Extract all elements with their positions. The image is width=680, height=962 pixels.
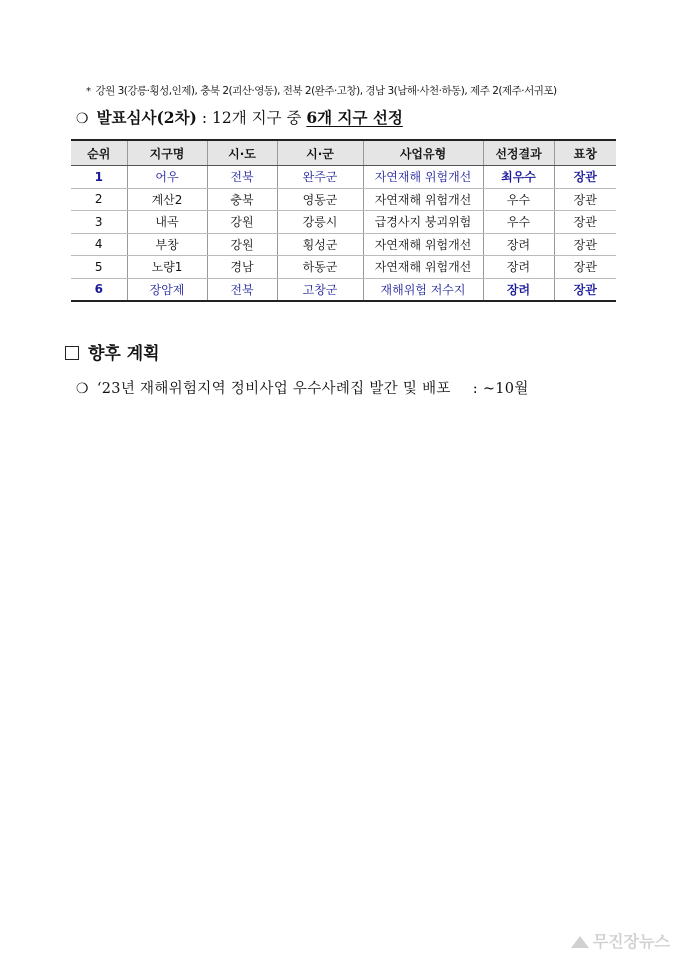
review-stage-heading (76, 106, 403, 128)
cell-province: 경남 (207, 256, 277, 279)
table-row (71, 166, 616, 189)
cell-district: 계산2 (127, 188, 207, 211)
regional-note (86, 83, 557, 98)
cell-project-type: 재해위험 저수지 (363, 278, 483, 301)
cell-result: 우수 (483, 211, 554, 234)
watermark-text: 무진장뉴스 (592, 932, 670, 951)
cell-award: 장관 (554, 256, 616, 279)
cell-project-type: 급경사지 붕괴위험 (363, 211, 483, 234)
cell-province: 강원 (207, 233, 277, 256)
cell-city: 강릉시 (277, 211, 363, 234)
cell-city: 고창군 (277, 278, 363, 301)
cell-province: 전북 (207, 278, 277, 301)
plan-text: ‘23년 재해위험지역 정비사업 우수사례집 발간 및 배포 (96, 381, 451, 397)
table-header-row (71, 140, 616, 166)
note-text: 강원 3(강릉·횡성,인제), 충북 2(괴산·영동), 전북 2(완주·고창), 경남 3(남해·사천·하동), 제주 2(제주·서귀포) (95, 85, 557, 97)
cell-project-type: 자연재해 위험개선 (363, 233, 483, 256)
plan-item (76, 377, 529, 398)
cell-province: 충북 (207, 188, 277, 211)
header-city: 시·군 (277, 140, 363, 166)
cell-province: 강원 (207, 211, 277, 234)
cell-city: 하동군 (277, 256, 363, 279)
cell-rank: 2 (71, 188, 127, 211)
cell-project-type: 자연재해 위험개선 (363, 166, 483, 189)
header-province: 시·도 (207, 140, 277, 166)
header-result: 선정결과 (483, 140, 554, 166)
section-title: 향후 계획 (88, 344, 160, 364)
cell-rank: 5 (71, 256, 127, 279)
heading-highlight: 6개 지구 선정 (306, 108, 403, 127)
cell-award: 장관 (554, 211, 616, 234)
cell-rank: 3 (71, 211, 127, 234)
cell-district: 장암제 (127, 278, 207, 301)
cell-result: 우수 (483, 188, 554, 211)
cell-award: 장관 (554, 166, 616, 189)
header-award: 표창 (554, 140, 616, 166)
header-project-type: 사업유형 (363, 140, 483, 166)
mountain-logo-icon (571, 936, 589, 948)
cell-result: 최우수 (483, 166, 554, 189)
heading-separator: : 12개 지구 중 (196, 109, 307, 127)
cell-award: 장관 (554, 188, 616, 211)
cell-city: 영동군 (277, 188, 363, 211)
header-district: 지구명 (127, 140, 207, 166)
table-row (71, 188, 616, 211)
cell-project-type: 자연재해 위험개선 (363, 256, 483, 279)
cell-result: 장려 (483, 278, 554, 301)
watermark (571, 929, 670, 952)
cell-award: 장관 (554, 278, 616, 301)
results-table (71, 139, 616, 302)
cell-city: 횡성군 (277, 233, 363, 256)
cell-result: 장려 (483, 256, 554, 279)
table-row (71, 233, 616, 256)
table-row (71, 278, 616, 301)
cell-project-type: 자연재해 위험개선 (363, 188, 483, 211)
cell-province: 전북 (207, 166, 277, 189)
circle-bullet-icon: ❍ (76, 381, 89, 397)
cell-city: 완주군 (277, 166, 363, 189)
note-marker: * (86, 86, 91, 97)
heading-title: 발표심사(2차) (96, 108, 197, 127)
cell-district: 어우 (127, 166, 207, 189)
future-plan-heading (65, 339, 160, 364)
cell-result: 장려 (483, 233, 554, 256)
cell-district: 내곡 (127, 211, 207, 234)
cell-rank: 6 (71, 278, 127, 301)
table-row (71, 256, 616, 279)
cell-district: 노량1 (127, 256, 207, 279)
plan-due: : ~10월 (472, 381, 529, 397)
square-bullet-icon (65, 346, 79, 360)
cell-award: 장관 (554, 233, 616, 256)
circle-bullet-icon: ❍ (76, 111, 89, 127)
cell-district: 부창 (127, 233, 207, 256)
cell-rank: 4 (71, 233, 127, 256)
header-rank: 순위 (71, 140, 127, 166)
table-row (71, 211, 616, 234)
cell-rank: 1 (71, 166, 127, 189)
